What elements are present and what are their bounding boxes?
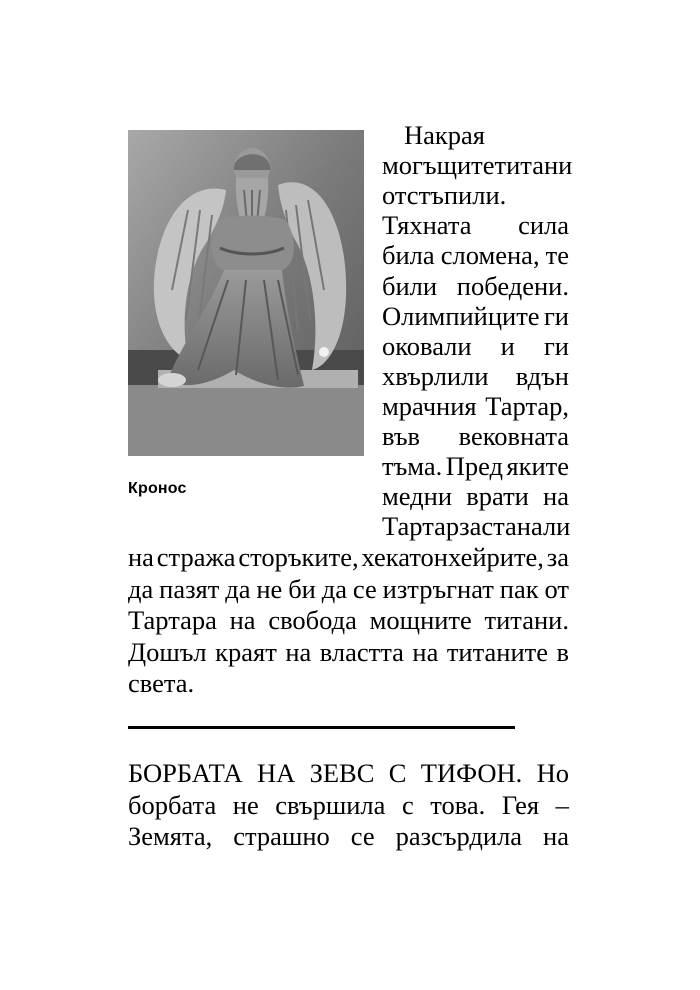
word: от — [544, 573, 569, 604]
word: Накрая — [404, 120, 485, 150]
word: те — [545, 240, 569, 271]
side-lines-line — [382, 481, 569, 512]
word: – — [555, 789, 569, 820]
word: титани. — [484, 605, 569, 635]
side-lines-line — [382, 421, 569, 452]
side-lines-line — [382, 271, 569, 302]
side-lines-line — [382, 301, 569, 332]
word: Тартар, — [485, 390, 569, 421]
word: борбата — [128, 789, 217, 820]
word: във — [382, 421, 421, 451]
word: застанали — [459, 511, 571, 542]
full-lines-line — [128, 637, 569, 668]
side-lines-line — [382, 120, 591, 151]
word: БОРБАТА — [128, 758, 243, 788]
winged-statue-icon — [128, 130, 364, 456]
word: с — [401, 789, 414, 820]
word: оковали — [382, 330, 472, 361]
section-lines-line — [128, 758, 569, 789]
word: хекатонхейрите, — [361, 542, 544, 572]
full-lines-line — [128, 574, 569, 605]
word: Тартара — [128, 605, 217, 635]
word: сломена, — [440, 240, 540, 271]
word: били — [382, 270, 438, 301]
side-lines-line — [382, 331, 569, 362]
word: вдън — [515, 360, 569, 391]
side-lines-line — [382, 150, 573, 181]
word: света. — [128, 668, 195, 698]
side-lines-line — [382, 391, 569, 422]
word: на — [543, 481, 569, 512]
word: сторъките, — [238, 542, 359, 572]
word: титани — [494, 150, 573, 181]
full-lines-line — [128, 668, 569, 699]
full-lines-line — [128, 605, 569, 636]
word: Пред — [445, 451, 503, 482]
word: не — [256, 573, 283, 604]
word: ТИФОН. — [420, 758, 523, 788]
word: свършила — [275, 789, 386, 820]
word: страшно — [233, 821, 330, 851]
word: на — [128, 542, 154, 572]
section-lines-line — [128, 790, 569, 821]
word: медни — [382, 481, 453, 512]
kronos-statue-image — [128, 130, 364, 456]
word: се — [352, 573, 377, 604]
word: пак — [499, 573, 539, 604]
section-lines-line — [128, 821, 569, 852]
word: НА — [256, 758, 296, 788]
word: изтръгнат — [382, 573, 494, 604]
word: хвърлили — [382, 360, 489, 391]
word: да — [321, 573, 348, 604]
full-lines-line — [128, 542, 569, 573]
word: да — [225, 573, 251, 604]
word: разсърдила — [395, 821, 523, 851]
word: била — [382, 240, 435, 271]
side-lines-line — [382, 240, 569, 271]
word: мрачния — [382, 390, 477, 421]
word: краят — [215, 636, 277, 667]
word: вековната — [458, 421, 569, 451]
section-divider — [128, 726, 515, 729]
word: да — [128, 573, 154, 604]
side-lines-line — [382, 180, 569, 211]
word: тъма. — [382, 451, 443, 482]
word: в — [556, 636, 569, 667]
word: ги — [543, 330, 569, 361]
word: се — [350, 821, 375, 851]
word: свобода — [268, 605, 357, 635]
word: Гея — [501, 789, 540, 820]
word: на — [543, 821, 569, 851]
word: мощните — [369, 605, 472, 635]
word: яките — [506, 451, 569, 482]
side-lines-line — [382, 511, 569, 542]
word: на — [229, 605, 256, 635]
word: титаните — [446, 636, 548, 667]
word: победени. — [456, 270, 569, 301]
word: Земята, — [128, 821, 213, 851]
word: ЗЕВС — [309, 758, 375, 788]
side-lines-line — [382, 361, 569, 392]
word: би — [288, 573, 316, 604]
word: на — [285, 636, 312, 667]
word: Тяхната — [382, 210, 472, 241]
word: това. — [430, 789, 486, 820]
word: С — [388, 758, 407, 788]
figure-caption: Кронос — [128, 480, 187, 497]
word: ги — [543, 300, 569, 331]
side-lines-line — [382, 451, 569, 482]
word: пазят — [159, 573, 220, 604]
word: Олимпийците — [382, 300, 540, 331]
word: сила — [518, 210, 569, 241]
word: властта — [319, 636, 404, 667]
word: могъщите — [382, 150, 495, 181]
word: за — [546, 542, 569, 572]
word: врати — [466, 481, 529, 512]
word: Тартар — [382, 511, 460, 542]
word: Но — [536, 758, 569, 788]
side-lines-line — [382, 210, 569, 241]
word: отстъпили. — [382, 180, 507, 211]
word: Дошъл — [128, 636, 207, 667]
word: и — [500, 330, 515, 361]
word: стража — [156, 542, 236, 572]
word: не — [232, 789, 259, 820]
word: на — [412, 636, 439, 667]
